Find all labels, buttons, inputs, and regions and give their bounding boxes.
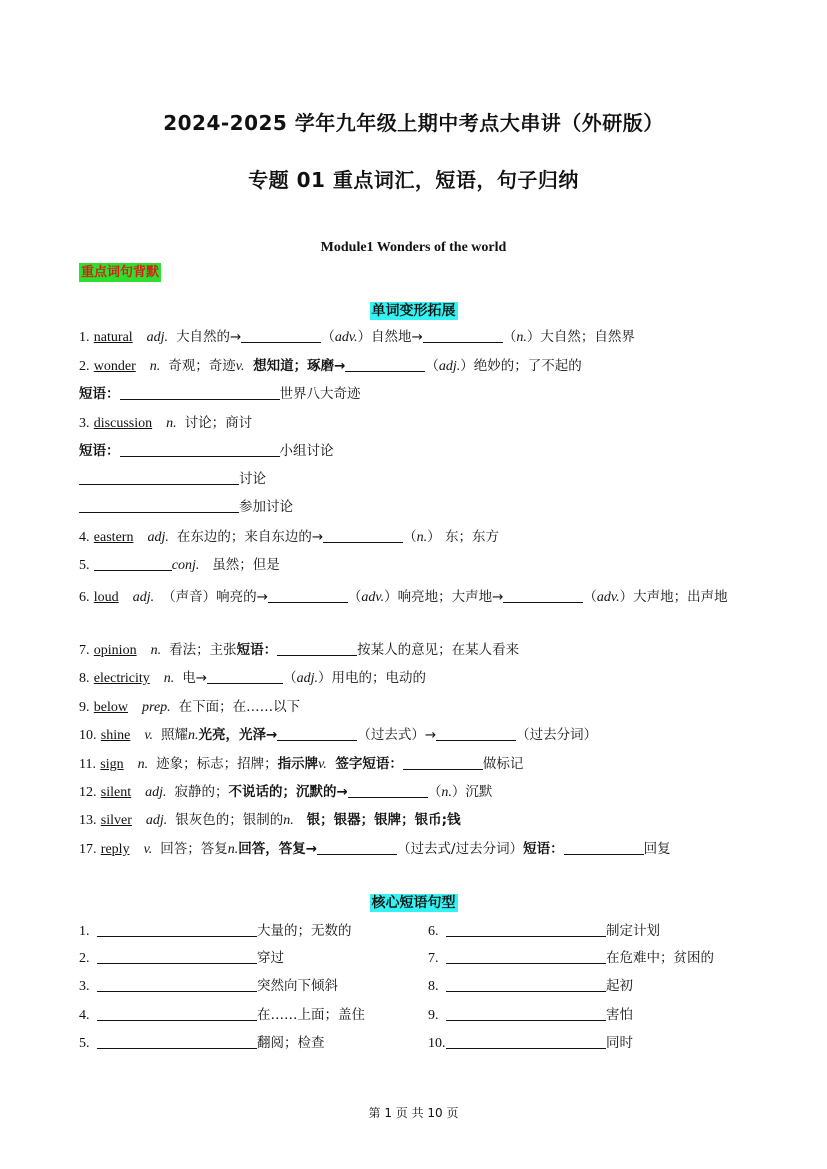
- vocab-phrase-3b: 讨论: [79, 469, 759, 489]
- answer-blank[interactable]: [94, 556, 172, 571]
- vocab-line-5: 5. conj. 虽然；但是: [79, 557, 280, 573]
- vocab-line-11: 11. sign n. 迹象；标志；招牌；指示牌v. 签字短语： 做标记: [79, 756, 524, 772]
- phrase-item: 5. 翻阅；检查: [79, 1035, 325, 1051]
- vocab-line-1: 1. natural adj. 大自然的→ （adv.）自然地→ （n.）大自然；自然界: [79, 329, 635, 345]
- answer-blank[interactable]: [268, 588, 348, 603]
- answer-blank[interactable]: [403, 755, 483, 770]
- vocab-phrase-3: 短语： 小组讨论: [79, 443, 334, 459]
- answer-blank[interactable]: [317, 840, 397, 855]
- answer-blank[interactable]: [120, 385, 280, 400]
- phrase-item: 10. 同时: [428, 1035, 633, 1051]
- answer-blank[interactable]: [241, 328, 321, 343]
- section-heading-vocab: 单词变形拓展: [371, 303, 456, 319]
- page-footer: 第 1 页 共 10 页: [368, 1106, 459, 1120]
- answer-blank[interactable]: [207, 669, 283, 684]
- answer-blank[interactable]: [423, 328, 503, 343]
- vocab-line-6: 6. loud adj. （声音）响亮的→ （adv.）响亮地；大声地→ （adv.）大声地；出声地: [79, 589, 728, 605]
- answer-blank[interactable]: [436, 726, 516, 741]
- vocab-line-4: 4. eastern adj. 在东边的；来自东边的→ （n.） 东；东方: [79, 529, 499, 545]
- answer-blank[interactable]: [97, 1034, 257, 1049]
- vocab-line-8: 8. electricity n. 电→ （adj.）用电的；电动的: [79, 670, 426, 686]
- answer-blank[interactable]: [503, 588, 583, 603]
- answer-blank[interactable]: [348, 783, 428, 798]
- module-heading: Module1 Wonders of the world: [320, 240, 507, 255]
- answer-blank[interactable]: [446, 1006, 606, 1021]
- phrase-item: 6. 制定计划: [428, 923, 660, 939]
- vocab-phrase-3c: 参加讨论: [79, 497, 759, 517]
- page-title: 2024-2025 学年九年级上期中考点大串讲（外研版）: [163, 111, 664, 135]
- page-subtitle: 专题 01 重点词汇，短语，句子归纳: [248, 168, 579, 192]
- vocab-line-2: 2. wonder n. 奇观；奇迹v. 想知道；琢磨→ （adj.）绝妙的；了不起的: [79, 358, 582, 374]
- answer-blank[interactable]: [97, 949, 257, 964]
- answer-blank[interactable]: [79, 498, 239, 513]
- vocab-phrase-2: 短语： 世界八大奇迹: [79, 386, 361, 402]
- answer-blank[interactable]: [277, 641, 357, 656]
- vocab-line-17: 17. reply v. 回答；答复n.回答，答复→ （过去式/过去分词）短语： 回复: [79, 841, 671, 857]
- vocab-line-12: 12. silent adj. 寂静的；不说话的；沉默的→ （n.）沉默: [79, 784, 493, 800]
- answer-blank[interactable]: [97, 977, 257, 992]
- vocab-line-13: 13. silver adj. 银灰色的；银制的n. 银；银器；银牌；银币;钱: [79, 812, 461, 828]
- phrase-item: 3. 突然向下倾斜: [79, 978, 338, 994]
- vocab-line-7: 7. opinion n. 看法；主张短语： 按某人的意见；在某人看来: [79, 642, 520, 658]
- phrase-item: 1. 大量的；无数的: [79, 923, 352, 939]
- answer-blank[interactable]: [345, 357, 425, 372]
- answer-blank[interactable]: [79, 470, 239, 485]
- answer-blank[interactable]: [564, 840, 644, 855]
- answer-blank[interactable]: [277, 726, 357, 741]
- phrase-item: 9. 害怕: [428, 1007, 633, 1023]
- answer-blank[interactable]: [446, 949, 606, 964]
- highlight-tag: 重点词句背默: [81, 265, 160, 280]
- answer-blank[interactable]: [446, 977, 606, 992]
- vocab-line-10: 10. shine v. 照耀n.光亮，光泽→ （过去式）→ （过去分词）: [79, 727, 598, 743]
- vocab-line-3: 3. discussion n. 讨论；商讨: [79, 415, 253, 431]
- answer-blank[interactable]: [97, 922, 257, 937]
- answer-blank[interactable]: [120, 442, 280, 457]
- answer-blank[interactable]: [323, 528, 403, 543]
- answer-blank[interactable]: [97, 1006, 257, 1021]
- answer-blank[interactable]: [446, 922, 606, 937]
- vocab-line-9: 9. below prep. 在下面；在……以下: [79, 699, 301, 715]
- phrase-item: 8. 起初: [428, 978, 633, 994]
- phrase-item: 4. 在……上面；盖住: [79, 1007, 365, 1023]
- section-heading-phrases: 核心短语句型: [371, 895, 456, 911]
- phrase-item: 2. 穿过: [79, 950, 284, 966]
- phrase-item: 7. 在危难中；贫困的: [428, 950, 714, 966]
- answer-blank[interactable]: [446, 1034, 606, 1049]
